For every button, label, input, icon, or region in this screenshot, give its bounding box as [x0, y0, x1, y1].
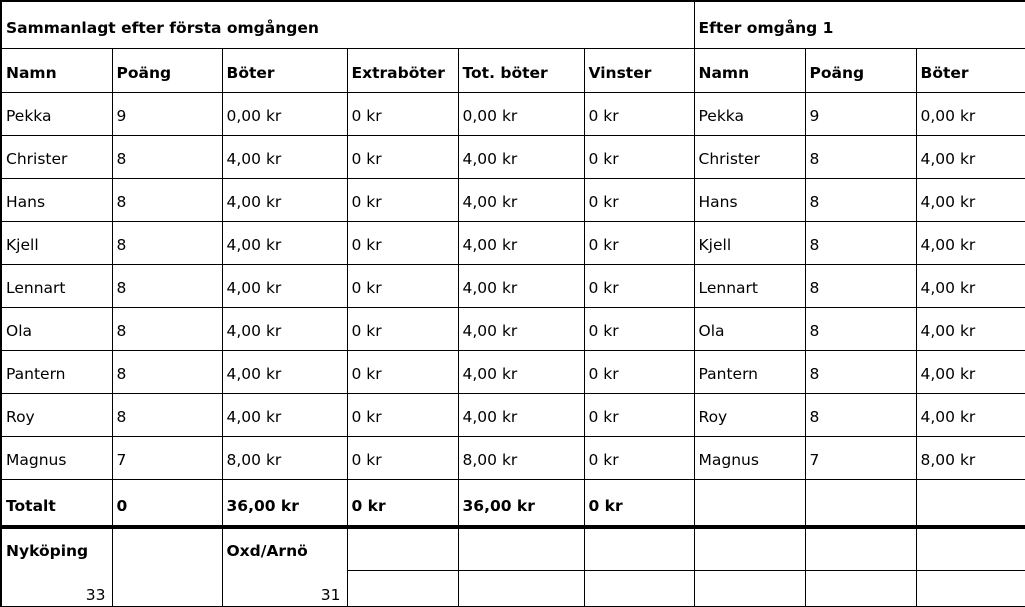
cell-vinster[interactable]: 0 kr [584, 222, 694, 265]
right-cell-namn[interactable]: Pantern [694, 351, 805, 394]
right-cell-namn[interactable]: Christer [694, 136, 805, 179]
right-cell-boter[interactable]: 8,00 kr [916, 437, 1025, 480]
right-cell-boter[interactable]: 0,00 kr [916, 93, 1025, 136]
right-cell-namn[interactable]: Pekka [694, 93, 805, 136]
empty-cell[interactable] [805, 527, 916, 571]
team2-name[interactable]: Oxd/Arnö [222, 527, 347, 571]
cell-vinster[interactable]: 0 kr [584, 308, 694, 351]
cell-poang[interactable]: 8 [112, 308, 222, 351]
total-label[interactable]: Totalt [1, 480, 112, 528]
empty-cell[interactable] [347, 527, 458, 571]
right-cell-boter[interactable]: 4,00 kr [916, 136, 1025, 179]
header-tot-boter[interactable]: Tot. böter [458, 49, 584, 93]
right-header-poang[interactable]: Poäng [805, 49, 916, 93]
empty-cell[interactable] [694, 571, 805, 607]
cell-namn[interactable]: Magnus [1, 437, 112, 480]
cell-boter[interactable]: 0,00 kr [222, 93, 347, 136]
title-row [1, 1, 1025, 49]
total-extraboter[interactable]: 0 kr [347, 480, 458, 528]
empty-cell[interactable] [112, 527, 222, 571]
total-boter[interactable]: 36,00 kr [222, 480, 347, 528]
cell-tot-boter[interactable]: 4,00 kr [458, 179, 584, 222]
team-score-row [1, 571, 1025, 607]
empty-cell[interactable] [458, 571, 584, 607]
cell-vinster[interactable]: 0 kr [584, 394, 694, 437]
cell-boter[interactable]: 4,00 kr [222, 136, 347, 179]
right-cell-poang[interactable]: 8 [805, 351, 916, 394]
cell-vinster[interactable]: 0 kr [584, 179, 694, 222]
cell-namn[interactable]: Hans [1, 179, 112, 222]
cell-tot-boter[interactable]: 0,00 kr [458, 93, 584, 136]
table-row [1, 93, 1025, 136]
team1-name[interactable]: Nyköping [1, 527, 112, 571]
right-cell-boter[interactable]: 4,00 kr [916, 179, 1025, 222]
cell-boter[interactable]: 4,00 kr [222, 308, 347, 351]
right-cell-poang[interactable]: 8 [805, 222, 916, 265]
right-cell-poang[interactable]: 8 [805, 179, 916, 222]
cell-namn[interactable]: Roy [1, 394, 112, 437]
table-row [1, 351, 1025, 394]
cell-poang[interactable]: 8 [112, 179, 222, 222]
cell-extraboter[interactable]: 0 kr [347, 222, 458, 265]
sheet-body [1, 1, 1025, 607]
table-row [1, 179, 1025, 222]
right-cell-boter[interactable]: 4,00 kr [916, 394, 1025, 437]
empty-cell[interactable] [458, 527, 584, 571]
right-cell-namn[interactable]: Lennart [694, 265, 805, 308]
header-vinster[interactable]: Vinster [584, 49, 694, 93]
cell-boter[interactable]: 4,00 kr [222, 265, 347, 308]
cell-tot-boter[interactable]: 4,00 kr [458, 222, 584, 265]
cell-namn[interactable]: Pekka [1, 93, 112, 136]
right-cell-boter[interactable]: 4,00 kr [916, 351, 1025, 394]
cell-tot-boter[interactable]: 4,00 kr [458, 394, 584, 437]
cell-boter[interactable]: 4,00 kr [222, 222, 347, 265]
empty-cell[interactable] [805, 571, 916, 607]
header-namn[interactable]: Namn [1, 49, 112, 93]
right-cell-boter[interactable]: 4,00 kr [916, 222, 1025, 265]
team1-score[interactable]: 33 [1, 571, 112, 607]
cell-extraboter[interactable]: 0 kr [347, 179, 458, 222]
cell-poang[interactable]: 8 [112, 136, 222, 179]
header-extraboter[interactable]: Extraböter [347, 49, 458, 93]
right-cell-poang[interactable]: 8 [805, 394, 916, 437]
cell-poang[interactable]: 9 [112, 93, 222, 136]
cell-extraboter[interactable]: 0 kr [347, 265, 458, 308]
cell-extraboter[interactable]: 0 kr [347, 308, 458, 351]
cell-namn[interactable]: Christer [1, 136, 112, 179]
empty-cell[interactable] [112, 571, 222, 607]
cell-boter[interactable]: 4,00 kr [222, 394, 347, 437]
cell-vinster[interactable]: 0 kr [584, 265, 694, 308]
empty-cell[interactable] [694, 527, 805, 571]
empty-cell[interactable] [916, 480, 1025, 528]
right-cell-namn[interactable]: Ola [694, 308, 805, 351]
cell-extraboter[interactable]: 0 kr [347, 351, 458, 394]
total-row [1, 480, 1025, 528]
cell-boter[interactable]: 4,00 kr [222, 179, 347, 222]
cell-poang[interactable]: 8 [112, 265, 222, 308]
cell-namn[interactable]: Lennart [1, 265, 112, 308]
team-name-row [1, 527, 1025, 571]
cell-poang[interactable]: 8 [112, 222, 222, 265]
cell-extraboter[interactable]: 0 kr [347, 136, 458, 179]
total-vinster[interactable]: 0 kr [584, 480, 694, 528]
empty-cell[interactable] [916, 527, 1025, 571]
cell-poang[interactable]: 8 [112, 351, 222, 394]
right-cell-boter[interactable]: 4,00 kr [916, 308, 1025, 351]
total-tot-boter[interactable]: 36,00 kr [458, 480, 584, 528]
cell-tot-boter[interactable]: 4,00 kr [458, 351, 584, 394]
empty-cell[interactable] [916, 571, 1025, 607]
cell-poang[interactable]: 7 [112, 437, 222, 480]
cell-vinster[interactable]: 0 kr [584, 136, 694, 179]
cell-tot-boter[interactable]: 8,00 kr [458, 437, 584, 480]
table-row [1, 265, 1025, 308]
right-cell-poang[interactable]: 8 [805, 308, 916, 351]
cell-extraboter[interactable]: 0 kr [347, 394, 458, 437]
cell-tot-boter[interactable]: 4,00 kr [458, 308, 584, 351]
header-row [1, 49, 1025, 93]
cell-vinster[interactable]: 0 kr [584, 437, 694, 480]
right-header-namn[interactable]: Namn [694, 49, 805, 93]
cell-poang[interactable]: 8 [112, 394, 222, 437]
cell-extraboter[interactable]: 0 kr [347, 93, 458, 136]
right-cell-poang[interactable]: 7 [805, 437, 916, 480]
cell-boter[interactable]: 4,00 kr [222, 351, 347, 394]
empty-cell[interactable] [584, 527, 694, 571]
cell-namn[interactable]: Pantern [1, 351, 112, 394]
right-cell-poang[interactable]: 9 [805, 93, 916, 136]
table-row [1, 136, 1025, 179]
empty-cell[interactable] [805, 480, 916, 528]
table-row [1, 437, 1025, 480]
cell-boter[interactable]: 8,00 kr [222, 437, 347, 480]
empty-cell[interactable] [584, 571, 694, 607]
total-poang[interactable]: 0 [112, 480, 222, 528]
cell-namn[interactable]: Ola [1, 308, 112, 351]
right-cell-namn[interactable]: Kjell [694, 222, 805, 265]
cell-extraboter[interactable]: 0 kr [347, 437, 458, 480]
right-cell-namn[interactable]: Hans [694, 179, 805, 222]
header-boter[interactable]: Böter [222, 49, 347, 93]
table-row [1, 394, 1025, 437]
right-cell-boter[interactable]: 4,00 kr [916, 265, 1025, 308]
right-cell-namn[interactable]: Magnus [694, 437, 805, 480]
right-cell-poang[interactable]: 8 [805, 265, 916, 308]
cell-namn[interactable]: Kjell [1, 222, 112, 265]
cell-vinster[interactable]: 0 kr [584, 93, 694, 136]
right-cell-poang[interactable]: 8 [805, 136, 916, 179]
empty-cell[interactable] [347, 571, 458, 607]
empty-cell[interactable] [694, 480, 805, 528]
cell-tot-boter[interactable]: 4,00 kr [458, 265, 584, 308]
right-title[interactable]: Efter omgång 1 [694, 1, 1025, 49]
table-row [1, 308, 1025, 351]
left-title[interactable]: Sammanlagt efter första omgången [1, 1, 694, 49]
team2-score[interactable]: 31 [222, 571, 347, 607]
table-row [1, 222, 1025, 265]
header-poang[interactable]: Poäng [112, 49, 222, 93]
cell-tot-boter[interactable]: 4,00 kr [458, 136, 584, 179]
right-header-boter[interactable]: Böter [916, 49, 1025, 93]
right-cell-namn[interactable]: Roy [694, 394, 805, 437]
cell-vinster[interactable]: 0 kr [584, 351, 694, 394]
